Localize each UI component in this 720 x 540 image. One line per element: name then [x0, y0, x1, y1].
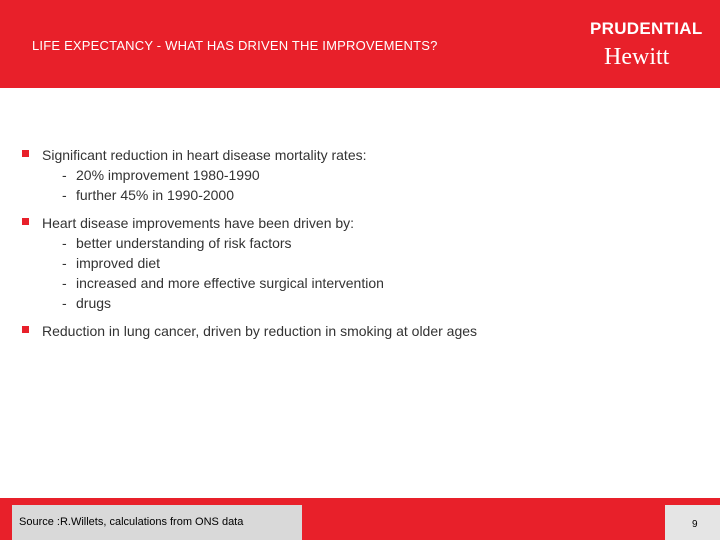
- sub-list: [42, 165, 692, 205]
- bullet-text: Heart disease improvements have been driven by:: [42, 215, 355, 231]
- dash-icon: -: [62, 235, 67, 251]
- sub-item: [42, 253, 692, 273]
- page-number: 9: [692, 519, 698, 530]
- sub-item-text: better understanding of risk factors: [76, 235, 292, 251]
- bullet-item-heart-disease-reduction: [22, 145, 692, 205]
- bullet-item-lung-cancer: [22, 321, 692, 341]
- header-bar: [0, 0, 720, 88]
- dash-icon: -: [62, 187, 67, 203]
- square-bullet-icon: [22, 326, 29, 333]
- bullet-text: Significant reduction in heart disease mortality rates:: [42, 147, 367, 163]
- sub-item-text: 20% improvement 1980-1990: [76, 167, 260, 183]
- sub-item: [42, 165, 692, 185]
- dash-icon: -: [62, 275, 67, 291]
- sub-item-text: improved diet: [76, 255, 161, 271]
- logo-prudential: PRUDENTIAL: [590, 19, 703, 38]
- sub-list: [42, 233, 692, 313]
- dash-icon: -: [62, 255, 67, 271]
- square-bullet-icon: [22, 150, 29, 157]
- square-bullet-icon: [22, 218, 29, 225]
- bullet-list: [22, 145, 692, 349]
- sub-item: [42, 273, 692, 293]
- sub-item-text: drugs: [76, 295, 112, 311]
- sub-item-text: further 45% in 1990-2000: [76, 187, 234, 203]
- source-note: Source :R.Willets, calculations from ONS data: [19, 516, 244, 528]
- bullet-text: Reduction in lung cancer, driven by reduction in smoking at older ages: [42, 323, 478, 339]
- sub-item: [42, 233, 692, 253]
- bullet-item-heart-disease-drivers: [22, 213, 692, 313]
- sub-item-text: increased and more effective surgical intervention: [76, 275, 384, 291]
- sub-item: [42, 293, 692, 313]
- dash-icon: -: [62, 295, 67, 311]
- slide-title: LIFE EXPECTANCY - WHAT HAS DRIVEN THE IMPROVEMENTS?: [32, 38, 438, 53]
- logo-hewitt: Hewitt: [604, 44, 670, 70]
- dash-icon: -: [62, 167, 67, 183]
- sub-item: [42, 185, 692, 205]
